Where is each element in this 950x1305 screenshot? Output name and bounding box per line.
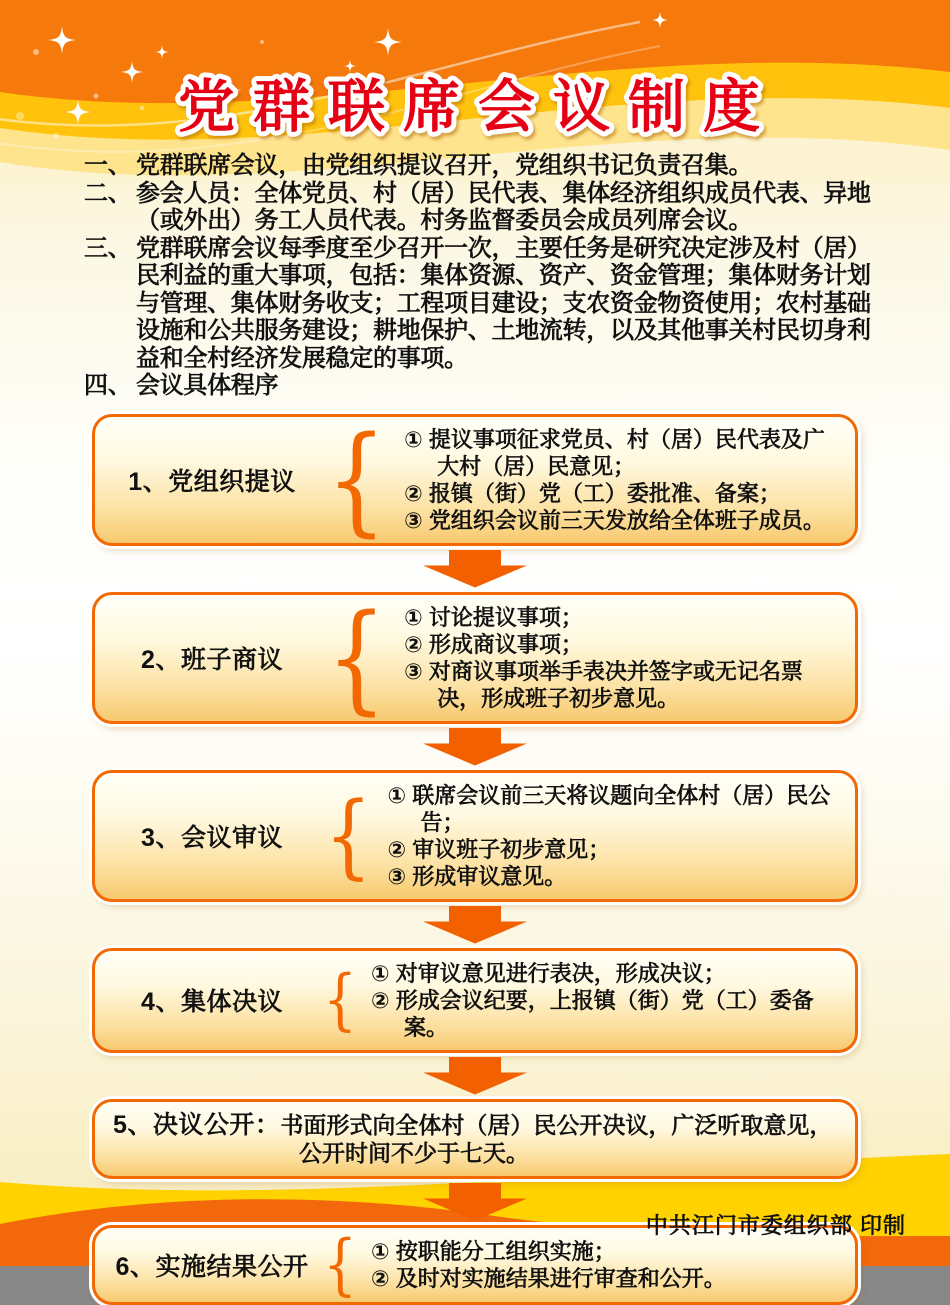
step-item: ① 联席会议前三天将议题向全体村（居）民公告； xyxy=(388,782,839,836)
step-item: ③ 形成审议意见。 xyxy=(388,863,839,890)
poster-title: 党群联席会议制度 xyxy=(178,75,778,139)
step-items xyxy=(404,604,839,712)
brace-icon: { xyxy=(325,796,372,875)
step-item: ① 对审议意见进行表决，形成决议； xyxy=(371,960,839,987)
down-arrow-icon xyxy=(423,550,527,588)
down-arrow-icon xyxy=(423,1057,527,1095)
intro-marker: 二、 xyxy=(84,180,136,235)
step-box-4 xyxy=(92,948,858,1053)
intro-text: 会议具体程序 xyxy=(136,372,894,400)
intro-list xyxy=(0,0,950,400)
brace-icon: { xyxy=(323,972,357,1029)
publisher-credit: 中共江门市委组织部 印制 xyxy=(646,1209,906,1240)
step-label: 5、决议公开： xyxy=(113,1111,280,1139)
step-item: 书面形式向全体村（居）民公开决议，广泛听取意见，公开时间不少于七天。 xyxy=(280,1112,832,1166)
intro-marker: 一、 xyxy=(84,152,136,180)
step-box-1 xyxy=(92,414,858,546)
intro-text: 党群联席会议，由党组织提议召开，党组织书记负责召集。 xyxy=(136,152,894,180)
step-label: 6、实施结果公开 xyxy=(109,1247,315,1283)
down-arrow-icon xyxy=(423,906,527,944)
step-box-5 xyxy=(92,1099,858,1179)
step-label: 3、会议审议 xyxy=(109,818,315,854)
brace-icon: { xyxy=(323,1237,357,1294)
step-item: ③ 对商议事项举手表决并签字或无记名票决，形成班子初步意见。 xyxy=(404,658,839,712)
step-item: ② 及时对实施结果进行审查和公开。 xyxy=(371,1265,839,1292)
step-item: ① 提议事项征求党员、村（居）民代表及广大村（居）民意见； xyxy=(404,426,839,480)
intro-item-2 xyxy=(84,180,894,235)
step-label: 1、党组织提议 xyxy=(109,462,315,498)
intro-text: 党群联席会议每季度至少召开一次，主要任务是研究决定涉及村（居）民利益的重大事项，包括：集体资源、资产、资金管理；集体财务计划与管理、集体财务收支；工程项目建设；支农资金物资使用；农村基础设施和公共服务建设；耕地保护、土地流转，以及其他事关村民切身利益和全村经济发展稳定的事项。 xyxy=(136,235,894,373)
step-items xyxy=(371,960,839,1041)
brace-icon: { xyxy=(327,429,387,530)
step-item: ② 形成会议纪要，上报镇（街）党（工）委备案。 xyxy=(371,987,839,1041)
brace-icon: { xyxy=(327,607,387,708)
step-box-3 xyxy=(92,770,858,902)
step-item: ③ 党组织会议前三天发放给全体班子成员。 xyxy=(404,507,839,534)
step-item: ② 报镇（街）党（工）委批准、备案； xyxy=(404,480,839,507)
intro-item-3 xyxy=(84,235,894,373)
intro-item-4 xyxy=(84,372,894,400)
step-box-2 xyxy=(92,592,858,724)
step-item: ① 讨论提议事项； xyxy=(404,604,839,631)
step-inline-text xyxy=(93,1111,839,1167)
step-item: ① 按职能分工组织实施； xyxy=(371,1238,839,1265)
intro-item-1 xyxy=(84,152,894,180)
step-item: ② 形成商议事项； xyxy=(404,631,839,658)
step-label: 4、集体决议 xyxy=(109,982,315,1018)
step-items xyxy=(371,1238,839,1292)
down-arrow-icon xyxy=(423,1183,527,1221)
step-items xyxy=(404,426,839,534)
procedure-flow xyxy=(92,414,858,1305)
intro-marker: 四、 xyxy=(84,372,136,400)
step-label: 2、班子商议 xyxy=(109,640,315,676)
intro-text: 参会人员：全体党员、村（居）民代表、集体经济组织成员代表、异地（或外出）务工人员代表。村务监督委员会成员列席会议。 xyxy=(136,180,894,235)
step-items xyxy=(388,782,839,890)
step-item: ② 审议班子初步意见； xyxy=(388,836,839,863)
intro-marker: 三、 xyxy=(84,235,136,373)
down-arrow-icon xyxy=(423,728,527,766)
